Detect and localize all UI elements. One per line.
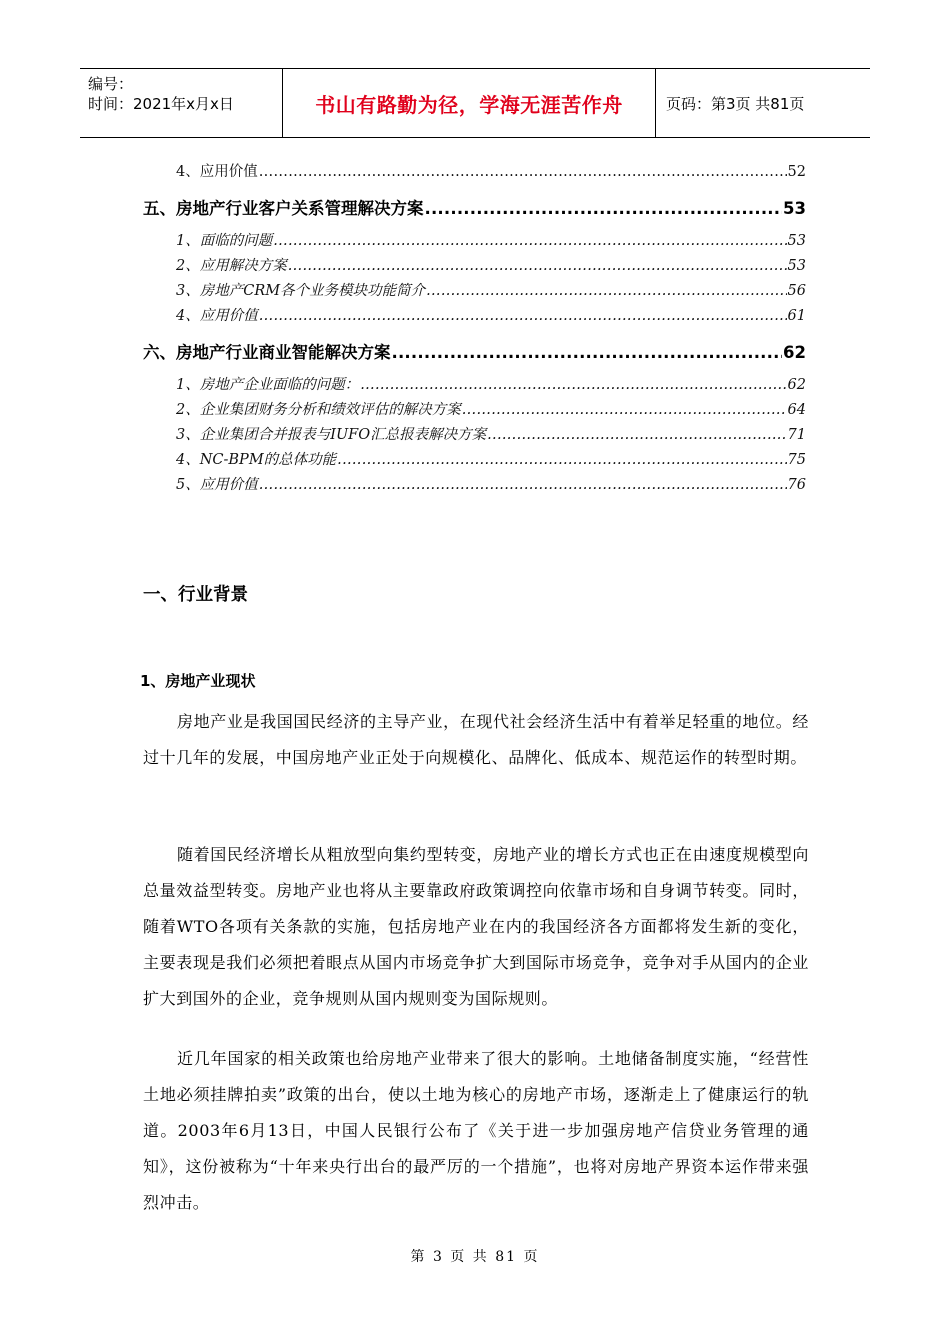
toc-entry-label: 2、企业集团财务分析和绩效评估的解决方案 (176, 402, 461, 418)
toc-entry-label: 2、应用解决方案 (176, 258, 287, 274)
toc-entry-page: 61 (787, 308, 806, 324)
toc-entry[interactable] (176, 423, 806, 444)
toc-entry-page: 62 (787, 377, 806, 393)
toc-entry[interactable] (176, 473, 806, 494)
toc-entry[interactable] (143, 339, 806, 363)
header-motto: 书山有路勤为径，学海无涯苦作舟 (283, 69, 656, 137)
toc-entry[interactable] (176, 398, 806, 419)
page-footer: 第 3 页 共 81 页 (410, 1249, 540, 1265)
toc-entry-label: 1、面临的问题 (176, 233, 273, 249)
toc-entry-page: 52 (787, 164, 806, 180)
toc-entry[interactable] (176, 448, 806, 469)
toc-entry-page: 53 (783, 199, 806, 218)
body-paragraph: 近几年国家的相关政策也给房地产业带来了很大的影响。土地储备制度实施，“经营性土地必须挂牌拍卖”政策的出台，使以土地为核心的房地产市场，逐渐走上了健康运行的轨道。2003年6月13日，中国人民银行公布了《关于进一步加强房地产信贷业务管理的通知》，这份被称为“十年来央行出台的最严厉的一个措施”，也将对房地产界资本运作带来强烈冲击。 (143, 1049, 809, 1212)
toc-entry-label: 五、房地产行业客户关系管理解决方案 (143, 199, 424, 218)
toc-entry-page: 53 (787, 233, 806, 249)
toc-entry-label: 1、房地产企业面临的问题： (176, 377, 360, 393)
toc-entry-label: 3、企业集团合并报表与IUFO汇总报表解决方案 (176, 427, 487, 443)
header-page-info: 页码：第3页 共81页 (666, 94, 805, 113)
toc-entry[interactable] (176, 160, 806, 181)
toc-entry-label: 5、应用价值 (176, 477, 258, 493)
toc-entry-page: 53 (787, 258, 806, 274)
number-label: 编号： (88, 75, 134, 93)
toc-entry[interactable] (176, 304, 806, 325)
toc-entry-page: 75 (787, 452, 806, 468)
subsection-title: 1、房地产业现状 (140, 672, 256, 690)
toc-entry[interactable] (176, 229, 806, 250)
toc-entry[interactable] (143, 195, 806, 219)
body-paragraph: 随着国民经济增长从粗放型向集约型转变，房地产业的增长方式也正在由速度规模型向总量效益型转变。房地产业也将从主要靠政府政策调控向依靠市场和自身调节转变。同时，随着WTO各项有关条款的实施，包括房地产业在内的我国经济各方面都将发生新的变化，主要表现是我们必须把着眼点从国内市场竞争扩大到国际市场竞争，竞争对手从国内的企业扩大到国外的企业，竞争规则从国内规则变为国际规则。 (143, 845, 809, 1008)
toc-entry-page: 76 (787, 477, 806, 493)
toc-entry-label: 4、NC-BPM的总体功能 (176, 452, 337, 468)
toc-entry-page: 62 (783, 343, 806, 362)
body-paragraph: 房地产业是我国国民经济的主导产业，在现代社会经济生活中有着举足轻重的地位。经过十几年的发展，中国房地产业正处于向规模化、品牌化、低成本、规范运作的转型时期。 (143, 712, 809, 767)
toc-entry-page: 64 (787, 402, 806, 418)
document-header (80, 68, 870, 138)
toc-entry[interactable] (176, 254, 806, 275)
toc-entry-label: 六、房地产行业商业智能解决方案 (143, 343, 391, 362)
toc-entry-page: 56 (787, 283, 806, 299)
toc-entry[interactable] (176, 373, 806, 394)
toc-entry-label: 4、应用价值 (176, 164, 258, 180)
header-meta-cell (80, 69, 283, 137)
time-label: 时间：2021年x月x日 (88, 95, 234, 113)
toc-entry-page: 71 (787, 427, 806, 443)
toc-entry-label: 3、房地产CRM各个业务模块功能简介 (176, 283, 426, 299)
section-title: 一、行业背景 (143, 585, 248, 605)
toc-entry-label: 4、应用价值 (176, 308, 258, 324)
toc-entry[interactable] (176, 279, 806, 300)
